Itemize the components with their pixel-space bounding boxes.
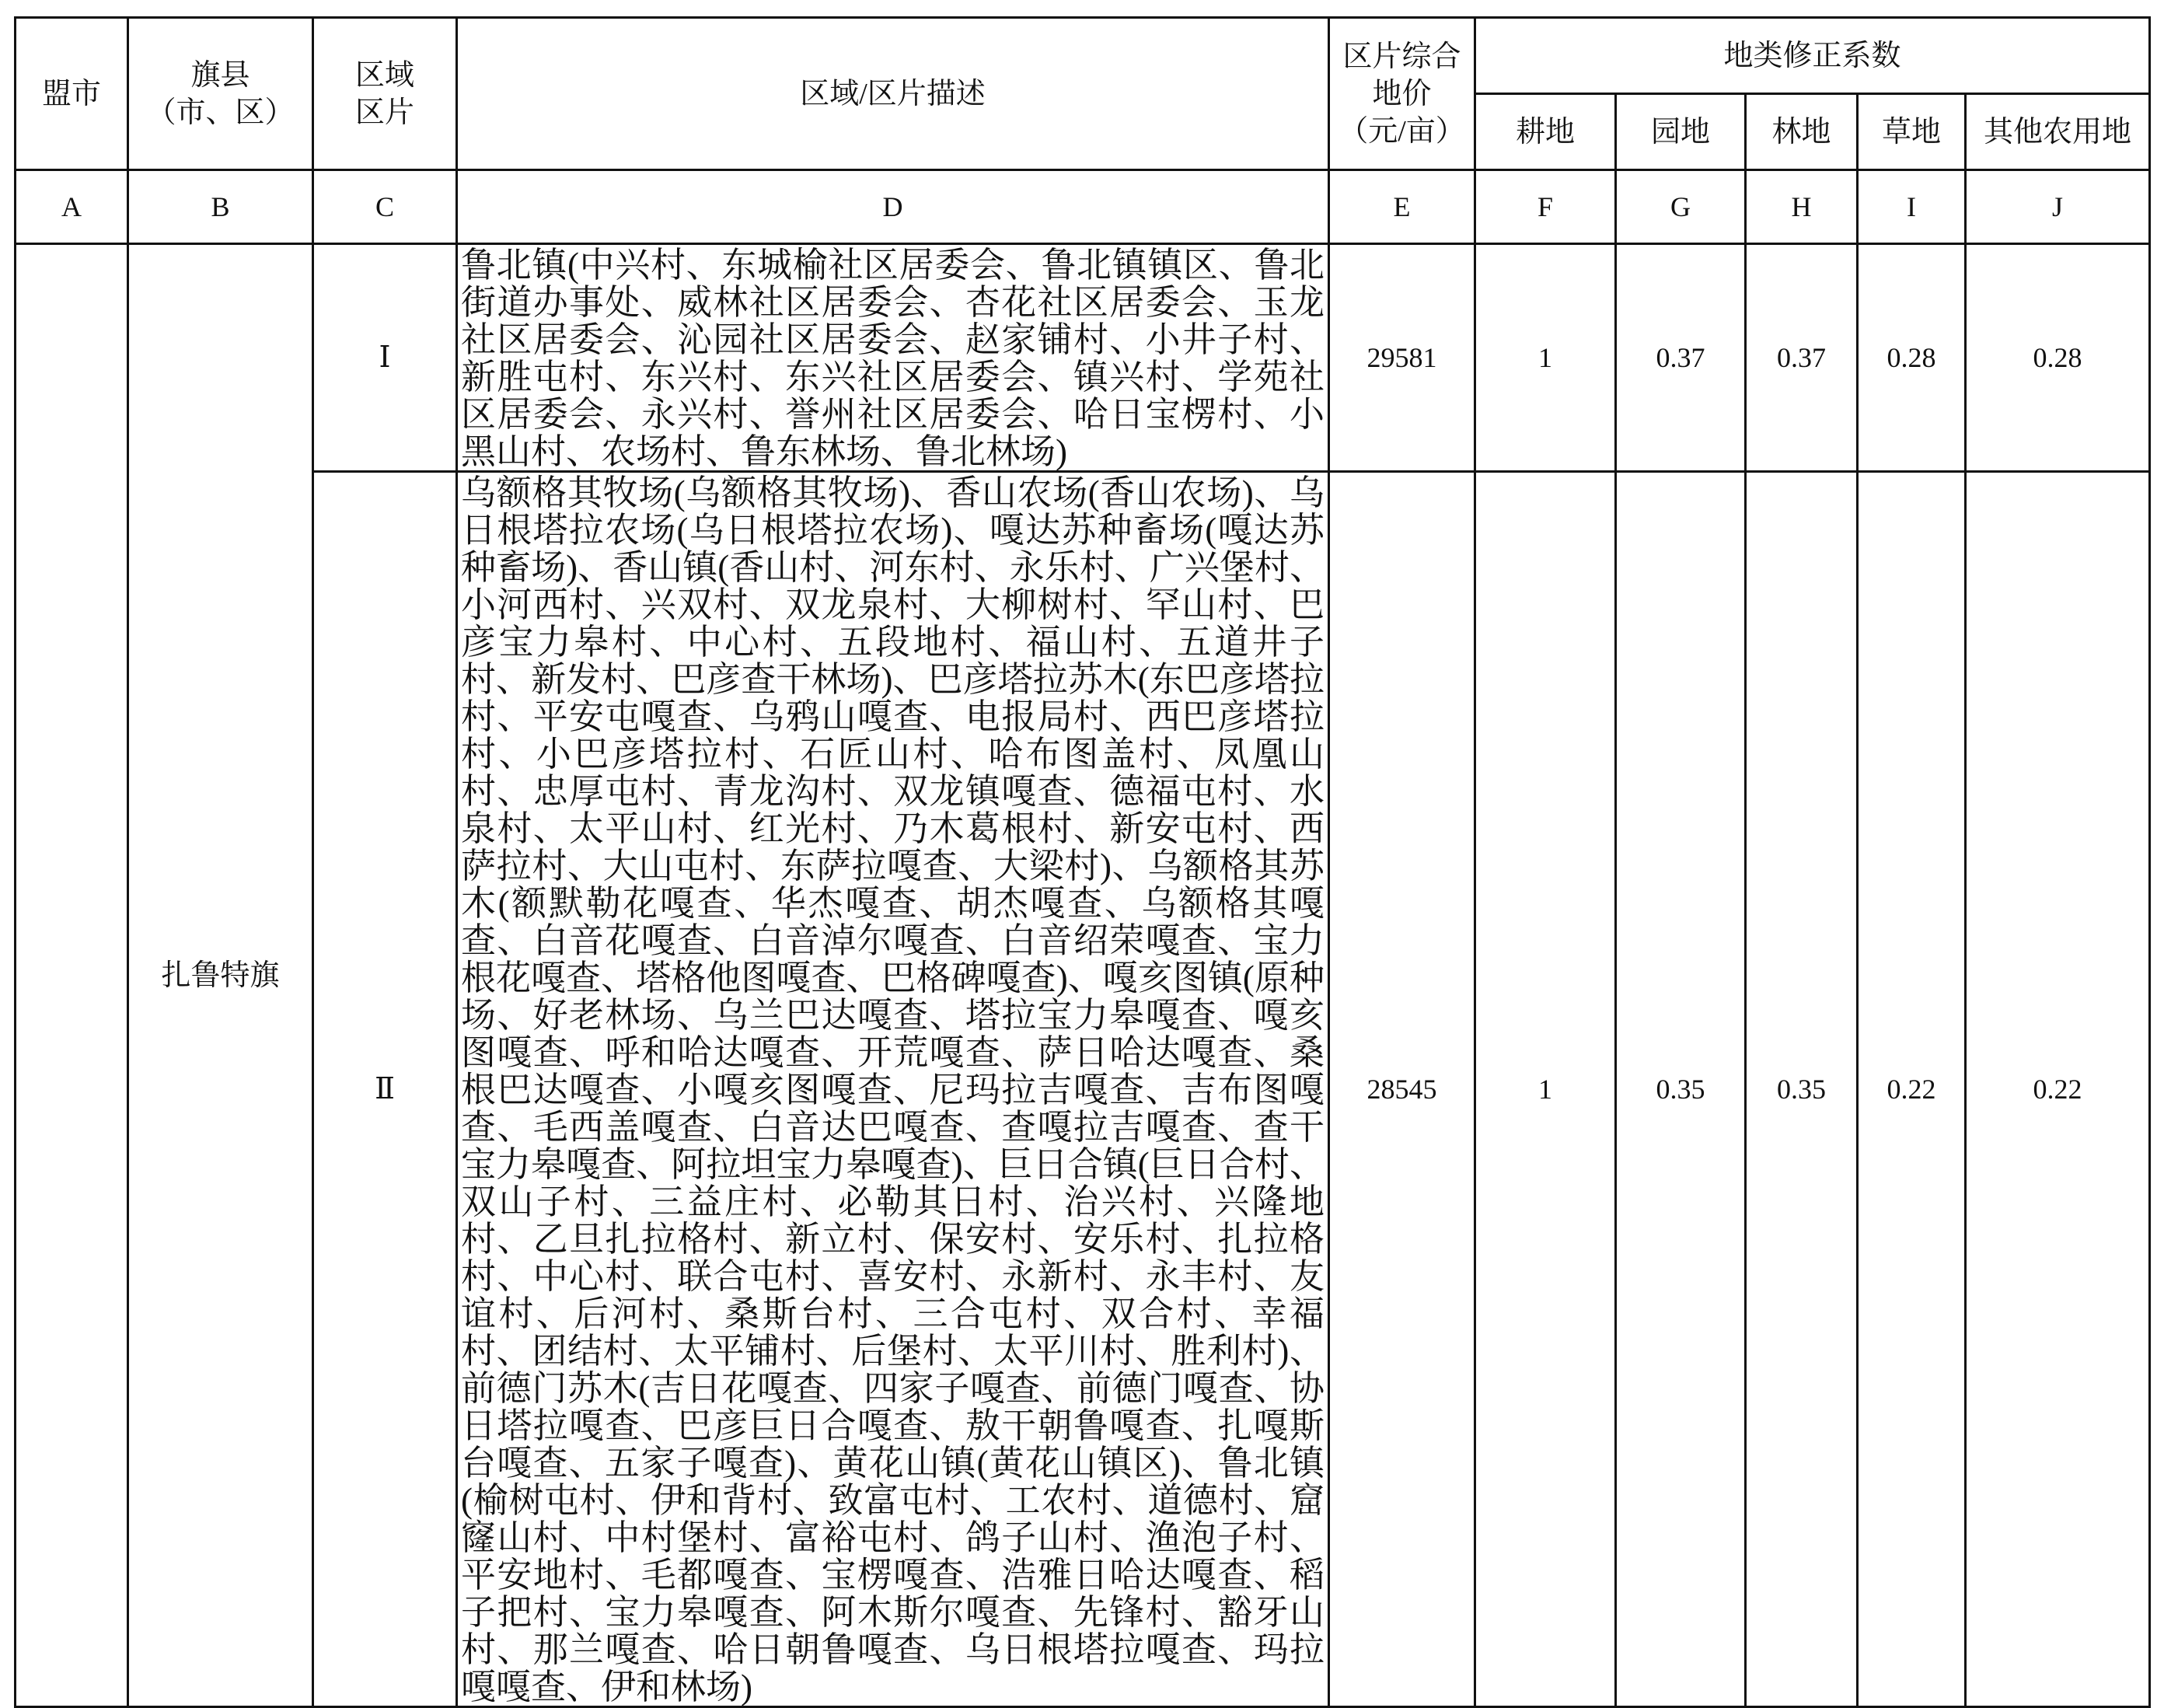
- coef-other-cell: 0.28: [1966, 244, 2150, 472]
- letter-i: I: [1858, 170, 1966, 244]
- coef-grassland-cell: 0.22: [1858, 472, 1966, 1707]
- letter-e: E: [1329, 170, 1475, 244]
- header-league-city: 盟市: [16, 18, 128, 170]
- letter-d: D: [457, 170, 1329, 244]
- letter-j: J: [1966, 170, 2150, 244]
- coef-cropland-cell: 1: [1475, 472, 1616, 1707]
- header-description: 区域/区片描述: [457, 18, 1329, 170]
- coef-forest-cell: 0.37: [1746, 244, 1858, 472]
- price-cell: 28545: [1329, 472, 1475, 1707]
- header-coef-garden: 园地: [1616, 94, 1746, 170]
- letter-a: A: [16, 170, 128, 244]
- coef-forest-cell: 0.35: [1746, 472, 1858, 1707]
- header-coef-cropland: 耕地: [1475, 94, 1616, 170]
- header-coef-grassland: 草地: [1858, 94, 1966, 170]
- header-county: 旗县 （市、区）: [128, 18, 313, 170]
- letter-g: G: [1616, 170, 1746, 244]
- letter-c: C: [313, 170, 457, 244]
- description-cell: 鲁北镇(中兴村、东城榆社区居委会、鲁北镇镇区、鲁北街道办事处、威林社区居委会、杏花社区居委会、玉龙社区居委会、沁园社区居委会、赵家铺村、小井子村、新胜屯村、东兴村、东兴社区居委会、镇兴村、学苑社区居委会、永兴村、誉州社区居委会、哈日宝楞村、小黑山村、农场村、鲁东林场、鲁北林场): [457, 244, 1329, 472]
- land-price-table: [14, 16, 2151, 1708]
- header-coef-group: 地类修正系数: [1475, 18, 2150, 94]
- header-zone: 区域 区片: [313, 18, 457, 170]
- header-price: 区片综合 地价 （元/亩）: [1329, 18, 1475, 170]
- description-cell: 乌额格其牧场(乌额格其牧场)、香山农场(香山农场)、乌日根塔拉农场(乌日根塔拉农场)、嘎达苏种畜场(嘎达苏种畜场)、香山镇(香山村、河东村、永乐村、广兴堡村、小河西村、兴双村、双龙泉村、大柳树村、罕山村、巴彦宝力皋村、中心村、五段地村、福山村、五道井子村、新发村、巴彦查干林场)、巴彦塔拉苏木(东巴彦塔拉村、平安屯嘎查、乌鸦山嘎查、电报局村、西巴彦塔拉村、小巴彦塔拉村、石匠山村、哈布图盖村、凤凰山村、忠厚屯村、青龙沟村、双龙镇嘎查、德福屯村、水泉村、太平山村、红光村、乃木葛根村、新安屯村、西萨拉村、大山屯村、东萨拉嘎查、大梁村)、乌额格其苏木(额默勒花嘎查、华杰嘎查、胡杰嘎查、乌额格其嘎查、白音花嘎查、白音淖尔嘎查、白音绍荣嘎查、宝力根花嘎查、塔格他图嘎查、巴格碑嘎查)、嘎亥图镇(原种场、好老林场、乌兰巴达嘎查、塔拉宝力皋嘎查、嘎亥图嘎查、呼和哈达嘎查、开荒嘎查、萨日哈达嘎查、桑根巴达嘎查、小嘎亥图嘎查、尼玛拉吉嘎查、吉布图嘎查、毛西盖嘎查、白音达巴嘎查、查嘎拉吉嘎查、查干宝力皋嘎查、阿拉坦宝力皋嘎查)、巨日合镇(巨日合村、双山子村、三益庄村、必勒其日村、治兴村、兴隆地村、乙旦扎拉格村、新立村、保安村、安乐村、扎拉格村、中心村、联合屯村、喜安村、永新村、永丰村、友谊村、后河村、桑斯台村、三合屯村、双合村、幸福村、团结村、太平铺村、后堡村、太平川村、胜利村)、前德门苏木(吉日花嘎查、四家子嘎查、前德门嘎查、协日塔拉嘎查、巴彦巨日合嘎查、敖干朝鲁嘎查、扎嘎斯台嘎查、五家子嘎查)、黄花山镇(黄花山镇区)、鲁北镇(榆树屯村、伊和背村、致富屯村、工农村、道德村、窟窿山村、中村堡村、富裕屯村、鸽子山村、渔泡子村、平安地村、毛都嘎查、宝楞嘎查、浩雅日哈达嘎查、稻子把村、宝力皋嘎查、阿木斯尔嘎查、先锋村、豁牙山村、那兰嘎查、哈日朝鲁嘎查、乌日根塔拉嘎查、玛拉嘎嘎查、伊和林场): [457, 472, 1329, 1707]
- league-city-cell: [16, 244, 128, 1707]
- coef-garden-cell: 0.37: [1616, 244, 1746, 472]
- table-row: [16, 244, 2150, 472]
- letter-b: B: [128, 170, 313, 244]
- coef-garden-cell: 0.35: [1616, 472, 1746, 1707]
- letter-f: F: [1475, 170, 1616, 244]
- coef-cropland-cell: 1: [1475, 244, 1616, 472]
- letter-h: H: [1746, 170, 1858, 244]
- letter-row: [16, 170, 2150, 244]
- zone-cell: Ⅰ: [313, 244, 457, 472]
- coef-grassland-cell: 0.28: [1858, 244, 1966, 472]
- coef-other-cell: 0.22: [1966, 472, 2150, 1707]
- header-row-1: [16, 18, 2150, 94]
- header-coef-forest: 林地: [1746, 94, 1858, 170]
- table-row: [16, 472, 2150, 1707]
- zone-cell: Ⅱ: [313, 472, 457, 1707]
- header-coef-other: 其他农用地: [1966, 94, 2150, 170]
- county-cell: 扎鲁特旗: [128, 244, 313, 1707]
- price-cell: 29581: [1329, 244, 1475, 472]
